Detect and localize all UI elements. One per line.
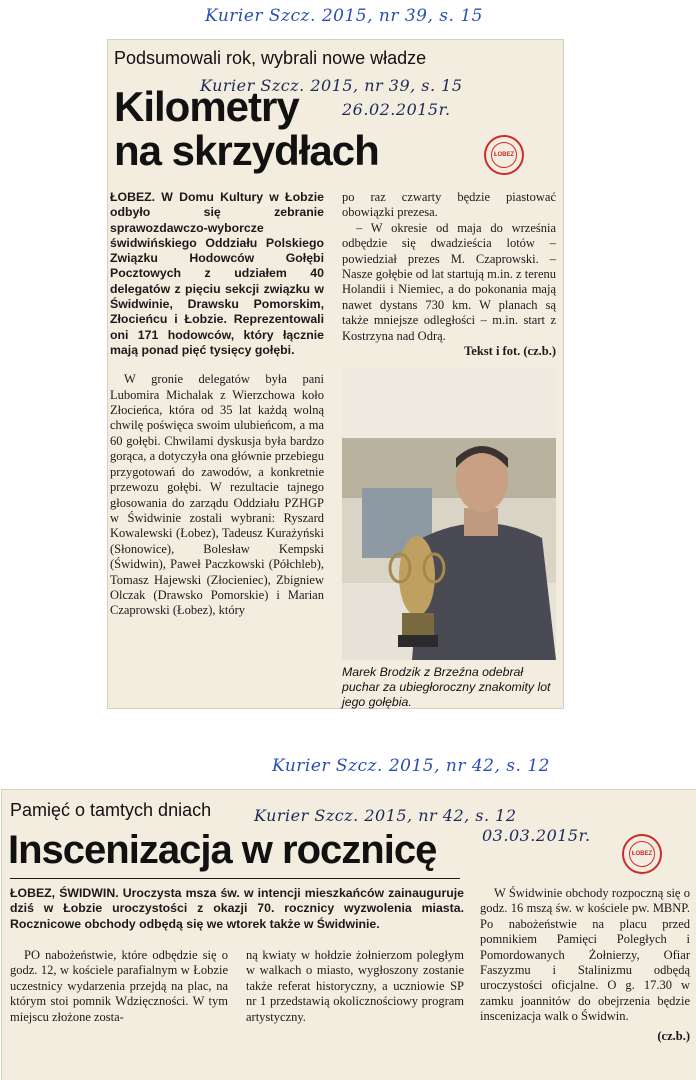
article-lead: ŁOBEZ, ŚWIDWIN. Uroczysta msza św. w intencji mieszkańców zainauguruje dziś w Łobzie uroczystości z okazji 70. rocznicy wyzwolenia miasta. Rocznicowe obchody odbędą się we wtorek także w Świdwinie. [10, 886, 464, 931]
article-left-column [110, 190, 324, 619]
handwritten-date: 26.02.2015r. [342, 100, 451, 119]
article2-lead-block [10, 886, 464, 932]
article-headline-line2: na skrzydłach [114, 127, 379, 174]
article-body-right-2: – W okresie od maja do września odbędzie się dwadzieścia lotów – powiedział prezes M. Czaprowski. – Nasze gołębie od lat startują m.in. z terenu Holandii i Niemiec, a do pokonania mają nawet dystans 730 km. W planach są także mniejsze odległości – m.in. start z Kostrzyna nad Odrą. [342, 220, 556, 343]
stamp-label: ŁOBEZ [631, 851, 653, 857]
article-signature: Tekst i fot. (cz.b.) [464, 344, 556, 359]
handwritten-date: 03.03.2015r. [482, 826, 591, 845]
article2-column-3 [480, 886, 690, 1044]
article-body-right-1: po raz czwarty będzie piastować obowiązki prezesa. [342, 190, 556, 220]
library-stamp-icon [622, 834, 662, 874]
article-kicker: Pamięć o tamtych dniach [10, 800, 212, 820]
article-lead: ŁOBEZ. W Domu Kultury w Łobzie odbyło się zebranie sprawozdawczo-wyborcze świdwińskiego Oddziału Polskiego Związku Hodowców Gołębi Pocztowych z udziałem 40 delegatów z pięciu sekcji związku w Świdwinie, Drawsku Pomorskim, Złocieńcu i Łobzie. Reprezentowali oni 171 hodowców, który łącznie mają ponad pięć tysięcy gołębi. [110, 190, 324, 357]
handwritten-clipping-note: Kurier Szcz. 2015, nr 39, s. 15 [200, 76, 463, 95]
article-signature: (cz.b.) [657, 1028, 690, 1043]
divider [10, 878, 460, 879]
article-photo [342, 368, 556, 660]
handwritten-clipping-note: Kurier Szcz. 2015, nr 42, s. 12 [254, 806, 517, 825]
article-headline-line1: Kilometry [114, 83, 299, 130]
photo-man-with-trophy [342, 368, 556, 660]
article-body-left: W gronie delegatów była pani Lubomira Michalak z Wierzchowa koło Złocieńca, która od 35 lat każdą wolną chwilę poświęca swoim ulubieńcom, a ma 60 gołębi. Chwilami dyskusja była bardzo gorąca, a dotyczyła ona głównie przebiegu przygotowań do zawodów, a konkretnie przewozu gołębi. W rezultacie tajnego głosowania do zarządu Oddziału PZHGP w Świdwinie zostali wybrani: Ryszard Kowalewski (Łobez), Tadeusz Kurażyński (Słonowice), Bolesław Kempski (Świdwin), Paweł Paczkowski (Półchleb), Tomasz Hajewski (Złocieniec), Zbigniew Olczak (Drawsko Pomorskie) i Marian Czaprowski (Łobez), który [110, 372, 324, 618]
article-clipping-2 [2, 790, 696, 1080]
article-right-column [342, 190, 556, 359]
stamp-label: ŁOBEZ [493, 152, 515, 158]
photo-caption: Marek Brodzik z Brzeźna odebrał puchar za ubiegłoroczny znakomity lot jego gołębia. [342, 665, 551, 709]
article2-column-3-text: W Świdwinie obchody rozpoczną się o godz. 16 mszą św. w kościele pw. MBNP. Po nabożeństwie na placu przed pomnikiem Pamięci Poległych i Pomordowanych Żołnierzy, Ofiar Faszyzmu i Stalinizmu odbędą uroczystości oficjalne. O g. 17.30 w zamku joannitów do obejrzenia będzie inscenizacja walk o Świdwin. [480, 886, 690, 1024]
article2-column-2-text: ną kwiaty w hołdzie żołnierzom poległym w walkach o miasto, wygłoszony zostanie także referat historyczny, a uczniowie SP nr 1 przedstawią okolicznościowy program artystyczny. [246, 948, 464, 1024]
article2-column-2 [246, 948, 464, 1025]
library-stamp-icon [484, 135, 524, 175]
article2-column-1-text: PO nabożeństwie, które odbędzie się o godz. 12, w kościele parafialnym w Łobzie uczestnicy wydarzenia przejdą na plac, na którym stoi pomnik Wdzięczności. W tym miejscu złożone zosta- [10, 948, 228, 1024]
article-kicker: Podsumowali rok, wybrali nowe władze [114, 48, 427, 68]
article-headline: Inscenizacja w rocznicę [8, 828, 437, 872]
handwritten-source-note-2: Kurier Szcz. 2015, nr 42, s. 12 [272, 756, 550, 776]
handwritten-source-note: Kurier Szcz. 2015, nr 39, s. 15 [205, 6, 483, 26]
article-clipping-1 [108, 40, 563, 708]
article2-column-1 [10, 948, 228, 1025]
